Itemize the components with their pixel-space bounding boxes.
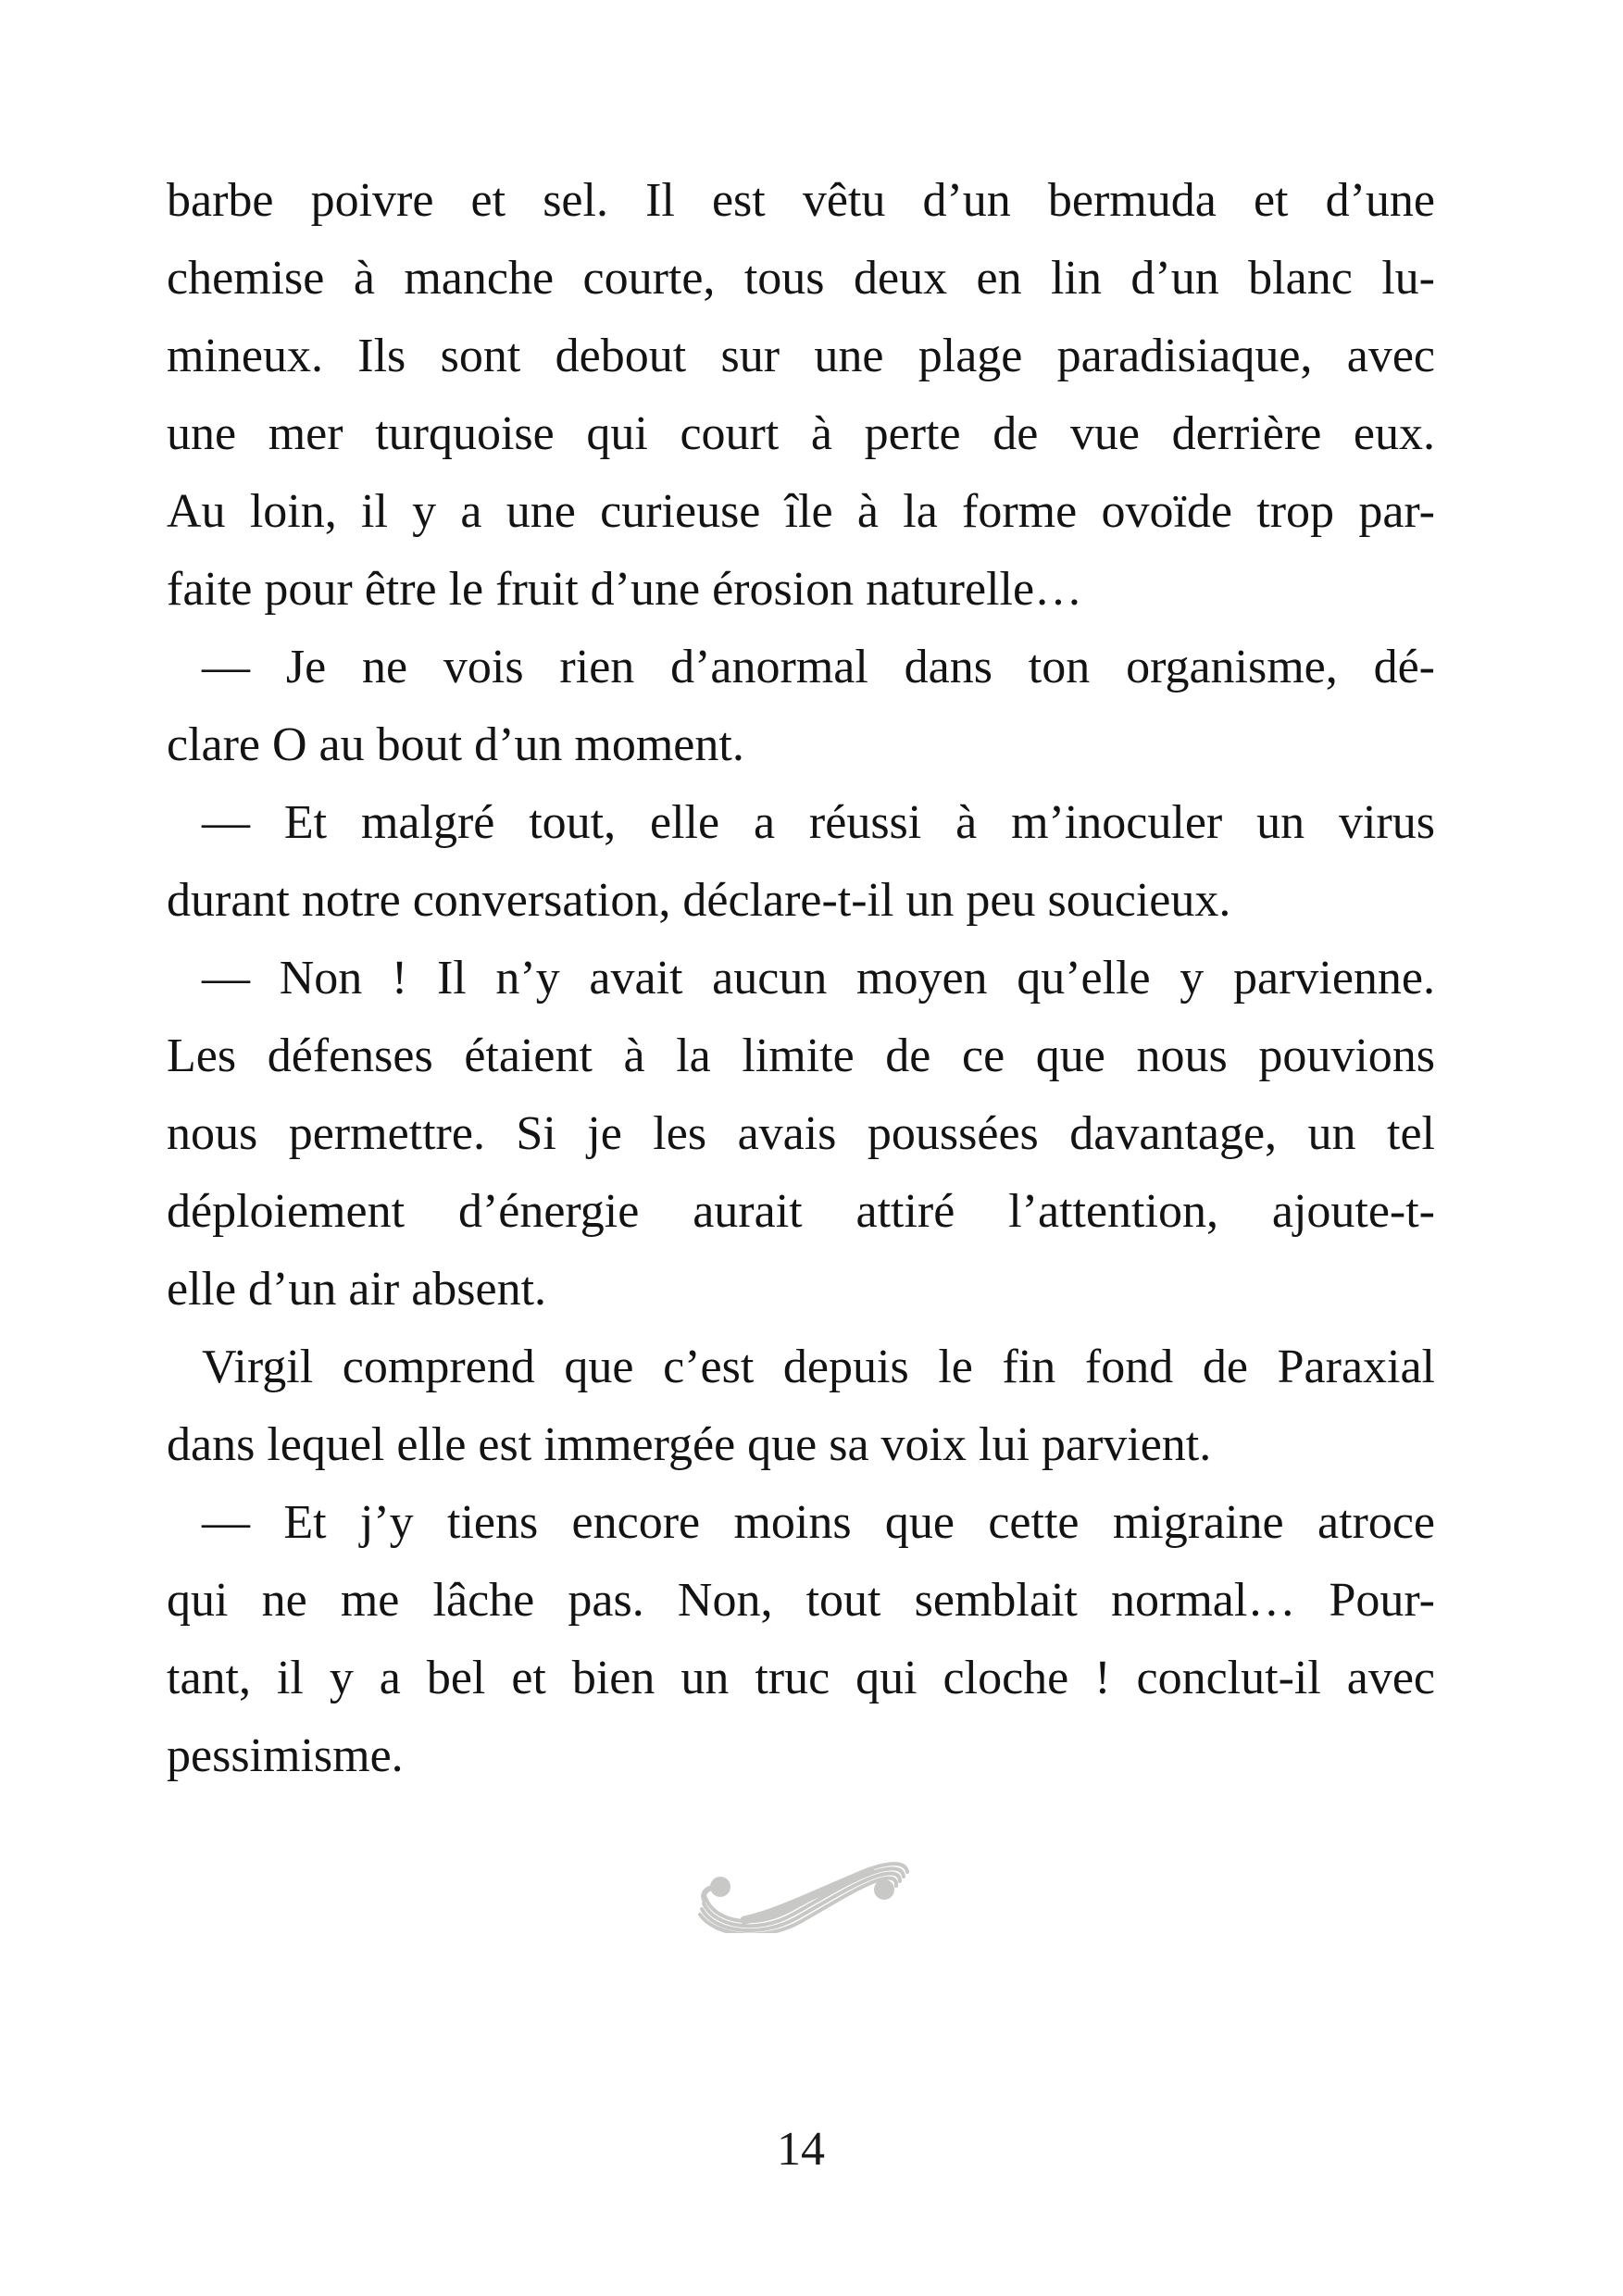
swash-flourish-divider-icon	[687, 1844, 924, 1933]
text-line: chemise à manche courte, tous deux en lin d’un blanc lu-	[167, 252, 1435, 305]
text-line: déploiement d’énergie aurait attiré l’attention, ajoute-t-	[167, 1185, 1435, 1238]
text-line: faite pour être le fruit d’une érosion naturelle…	[167, 563, 1083, 616]
text-line: — Non ! Il n’y avait aucun moyen qu’elle y parvienne.	[202, 952, 1435, 1004]
text-line: — Je ne vois rien d’anormal dans ton organisme, dé-	[202, 641, 1435, 693]
text-line: Les défenses étaient à la limite de ce que nous pouvions	[167, 1029, 1435, 1082]
text-line: nous permettre. Si je les avais poussées davantage, un tel	[167, 1107, 1435, 1160]
text-line: qui ne me lâche pas. Non, tout semblait normal… Pour-	[167, 1574, 1435, 1627]
text-line: — Et malgré tout, elle a réussi à m’inoculer un virus	[202, 796, 1435, 849]
text-line: Virgil comprend que c’est depuis le fin fond de Paraxial	[202, 1341, 1435, 1393]
text-line: pessimisme.	[167, 1729, 404, 1782]
text-line: clare O au bout d’un moment.	[167, 718, 744, 771]
text-line: barbe poivre et sel. Il est vêtu d’un bermuda et d’une	[167, 174, 1435, 227]
text-line: durant notre conversation, déclare-t-il un peu soucieux.	[167, 874, 1231, 927]
text-line: elle d’un air absent.	[167, 1263, 547, 1316]
page-number: 14	[777, 2123, 825, 2176]
text-line: une mer turquoise qui court à perte de vue derrière eux.	[167, 407, 1435, 460]
text-line: Au loin, il y a une curieuse île à la forme ovoïde trop par-	[167, 485, 1435, 538]
page-text	[167, 162, 1435, 1795]
text-line: tant, il y a bel et bien un truc qui cloche ! conclut-il avec	[167, 1652, 1435, 1704]
text-line: mineux. Ils sont debout sur une plage paradisiaque, avec	[167, 330, 1435, 382]
text-line: dans lequel elle est immergée que sa voix lui parvient.	[167, 1418, 1212, 1471]
text-line: — Et j’y tiens encore moins que cette migraine atroce	[202, 1496, 1435, 1549]
